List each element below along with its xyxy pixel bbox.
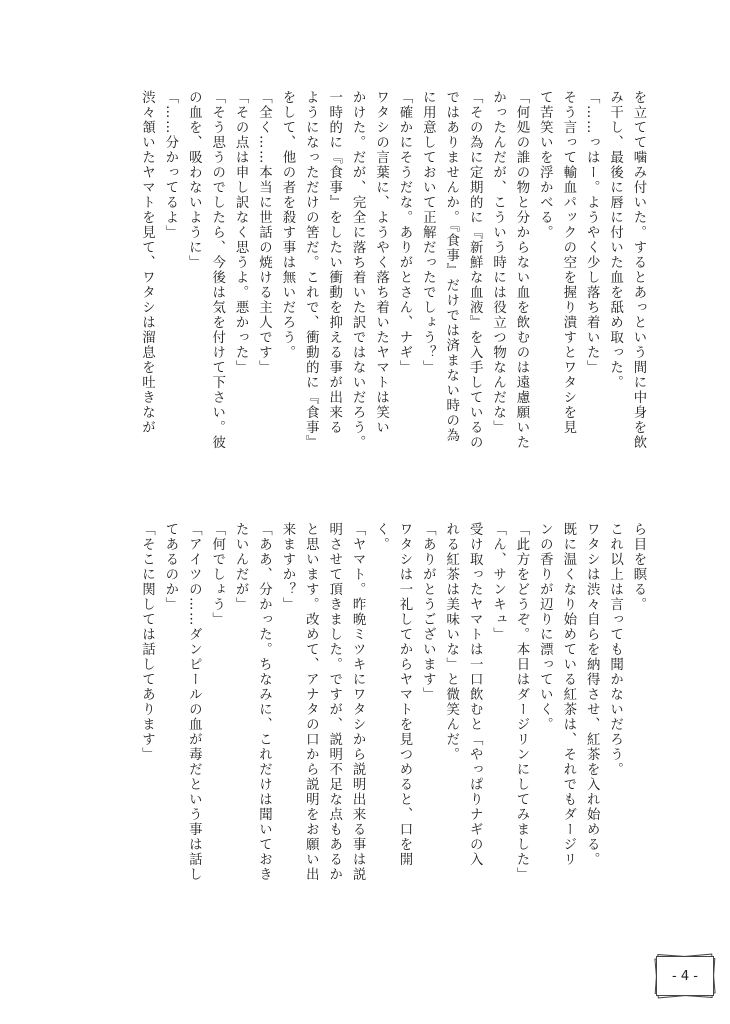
text-line: ら目を瞑る。 bbox=[631, 522, 646, 612]
text-line: 明させて頂きました。ですが、説明不足な点もあるか bbox=[326, 522, 342, 882]
text-line: 来ますか？」 bbox=[279, 522, 295, 612]
text-line: 「アイツの……ダンピールの血が毒だという事は話し bbox=[186, 522, 202, 882]
text-line: 「そこに関しては話してあります」 bbox=[139, 522, 155, 762]
text-line: の血を、吸わないように」 bbox=[186, 90, 202, 270]
text-line: み干し、最後に唇に付いた血を舐め取った。 bbox=[607, 90, 623, 390]
text-line: れる紅茶は美味いな」と微笑んだ。 bbox=[443, 522, 459, 762]
text-line: ンの香りが辺りに漂っていく。 bbox=[537, 522, 553, 732]
text-block-lower bbox=[135, 522, 650, 882]
text-line: 「全く……本当に世話の焼ける主人です」 bbox=[256, 90, 272, 375]
text-line: ワタシは渋々自らを納得させ、紅茶を入れ始める。 bbox=[584, 522, 600, 867]
text-line: そう言って輸血パックの空を握り潰すとワタシを見 bbox=[560, 90, 576, 435]
text-line: く。 bbox=[373, 522, 389, 552]
text-line: これ以上は言っても聞かないだろう。 bbox=[607, 522, 623, 777]
text-line: かったんだが、こういう時には役立つ物なんだな」 bbox=[490, 90, 506, 435]
text-line: 「何処の誰の物と分からない血を飲むのは遠慮願いた bbox=[513, 90, 529, 450]
page-number-frame bbox=[650, 950, 722, 1002]
text-line: に用意しておいて正解だったでしょう？」 bbox=[420, 90, 436, 375]
text-line: 「そう思うのでしたら、今後は気を付けて下さい。彼 bbox=[209, 90, 225, 450]
text-line: 「その為に定期的に『新鮮な血液』を入手しているの bbox=[467, 90, 483, 450]
text-line: 「此方をどうぞ。本日はダージリンにしてみました」 bbox=[513, 522, 529, 882]
text-line: 「何でしょう」 bbox=[209, 522, 225, 627]
text-line: 「ああ、分かった。ちなみに、これだけは聞いておき bbox=[256, 522, 272, 882]
text-line: かけた。だが、完全に落ち着いた訳ではないだろう。 bbox=[350, 90, 366, 450]
text-line: ようになっただけの筈だ。これで、衝動的に『食事』 bbox=[303, 90, 319, 450]
text-line: と思います。改めて、アナタの口から説明をお願い出 bbox=[303, 522, 319, 882]
text-line: ワタシの言葉に、ようやく落ち着いたヤマトは笑い bbox=[373, 90, 389, 435]
text-line: 既に温くなり始めている紅茶は、それでもダージリ bbox=[560, 522, 576, 867]
text-line: 受け取ったヤマトは一口飲むと「やっぱりナギの入 bbox=[467, 522, 483, 867]
text-line: ではありませんか。『食事』だけでは済まない時の為 bbox=[443, 90, 459, 444]
text-line: 渋々頷いたヤマトを見て、ワタシは溜息を吐きなが bbox=[139, 90, 155, 435]
text-line: を立てて噛み付いた。するとあっという間に中身を飲 bbox=[631, 90, 646, 450]
text-line: 「その点は申し訳なく思うよ。悪かった」 bbox=[233, 90, 249, 375]
text-line: 一時的に『食事』をしたい衝動を抑える事が出来る bbox=[326, 90, 342, 435]
text-line: 「……っはー。ようやく少し落ち着いた」 bbox=[584, 90, 600, 375]
text-block-upper bbox=[135, 90, 650, 498]
text-line: をして、他の者を殺す事は無いだろう。 bbox=[279, 90, 295, 360]
text-line: 「ん、サンキュ」 bbox=[490, 522, 506, 642]
text-line: 「ヤマト。昨晩ミツキにワタシから説明出来る事は説 bbox=[350, 522, 366, 882]
text-line: たいんだが」 bbox=[233, 522, 249, 612]
text-line: 「確かにそうだな。ありがとさん、ナギ」 bbox=[396, 90, 412, 375]
page-number: - 4 - bbox=[672, 968, 698, 984]
text-line: 「……分かってるよ」 bbox=[162, 90, 178, 240]
text-line: 「ありがとうございます」 bbox=[420, 522, 436, 702]
text-line: ワタシは一礼してからヤマトを見つめると、口を開 bbox=[396, 522, 412, 867]
text-line: てあるのか」 bbox=[162, 522, 178, 612]
text-line: て苦笑いを浮かべる。 bbox=[537, 90, 553, 240]
